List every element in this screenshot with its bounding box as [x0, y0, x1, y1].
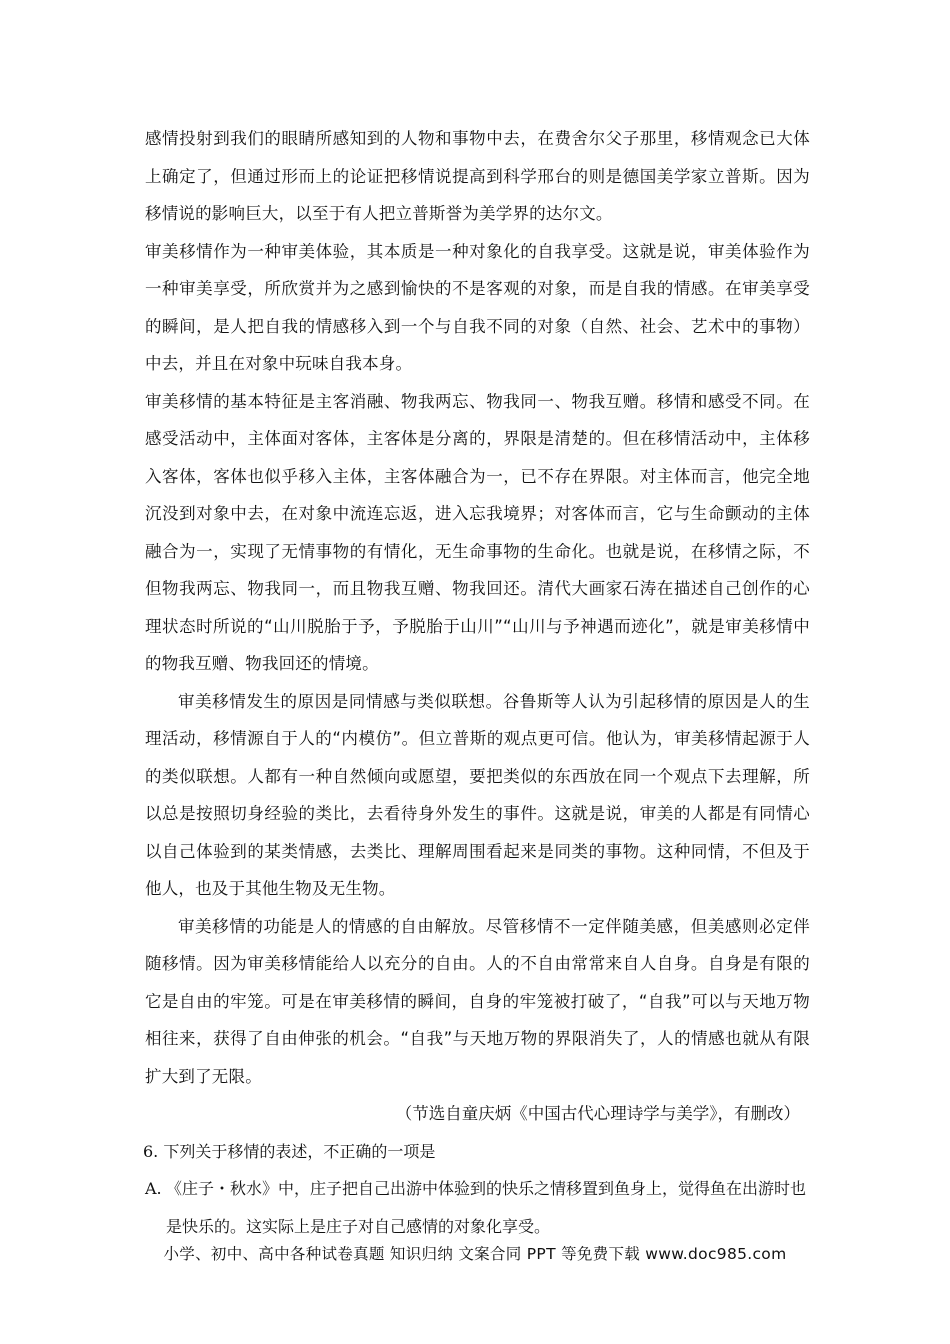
- paragraph-3: 审美移情的基本特征是主客消融、物我两忘、物我同一、物我互赠。移情和感受不同。在感受活动中，主体面对客体，主客体是分离的，界限是清楚的。但在移情活动中，主体移入客体，客体也似乎移入主体，主客体融合为一，已不存在界限。对主体而言，他完全地沉没到对象中去，在对象中流连忘返，进入忘我境界；对客体而言，它与生命颤动的主体融合为一，实现了无情事物的有情化，无生命事物的生命化。也就是说，在移情之际，不但物我两忘、物我同一，而且物我互赠、物我回还。清代大画家石涛在描述自己创作的心理状态时所说的“山川脱胎于予，予脱胎于山川”“山川与予神遇而迹化”，就是审美移情中的物我互赠、物我回还的情境。: [145, 391, 810, 673]
- article-body: [145, 120, 810, 1245]
- page-footer: 小学、初中、高中各种试卷真题 知识归纳 文案合同 PPT 等免费下载 www.doc985.com: [163, 1245, 787, 1263]
- paragraph-2: 审美移情作为一种审美体验，其本质是一种对象化的自我享受。这就是说，审美体验作为一种审美享受，所欣赏并为之感到愉快的不是客观的对象，而是自我的情感。在审美享受的瞬间，是人把自我的情感移入到一个与自我不同的对象（自然、社会、艺术中的事物）中去，并且在对象中玩味自我本身。: [145, 241, 810, 373]
- paragraph-5: 审美移情的功能是人的情感的自由解放。尽管移情不一定伴随美感，但美感则必定伴随移情。因为审美移情能给人以充分的自由。人的不自由常常来自人自身。自身是有限的它是自由的牢笼。可是在审美移情的瞬间，自身的牢笼被打破了，“自我”可以与天地万物相往来，获得了自由伸张的机会。“自我”与天地万物的界限消失了，人的情感也就从有限扩大到了无限。: [145, 916, 810, 1086]
- question-stem: 6. 下列关于移情的表述，不正确的一项是: [143, 1141, 436, 1161]
- question-option-a: [145, 1170, 810, 1245]
- option-letter: A.: [145, 1179, 162, 1198]
- paragraph-1: 感情投射到我们的眼睛所感知到的人物和事物中去，在费舍尔父子那里，移情观念已大体上确定了，但通过形而上的论证把移情说提高到科学邢台的则是德国美学家立普斯。因为移情说的影响巨大，以至于有人把立普斯誉为美学界的达尔文。: [145, 129, 810, 223]
- source-note: （节选自童庆炳《中国古代心理诗学与美学》，有删改）: [395, 1104, 800, 1123]
- paragraph-4: 审美移情发生的原因是同情感与类似联想。谷鲁斯等人认为引起移情的原因是人的生理活动，移情源自于人的“内模仿”。但立普斯的观点更可信。他认为，审美移情起源于人的类似联想。人都有一种自然倾向或愿望，要把类似的东西放在同一个观点下去理解，所以总是按照切身经验的类比，去看待身外发生的事件。这就是说，审美的人都是有同情心以自己体验到的某类情感，去类比、理解周围看起来是同类的事物。这种同情，不但及于他人，也及于其他生物及无生物。: [145, 691, 810, 898]
- option-text: 《庄子・秋水》中，庄子把自己出游中体验到的快乐之情移置到鱼身上，觉得鱼在出游时也是快乐的。这实际上是庄子对自己感情的对象化享受。: [166, 1179, 807, 1236]
